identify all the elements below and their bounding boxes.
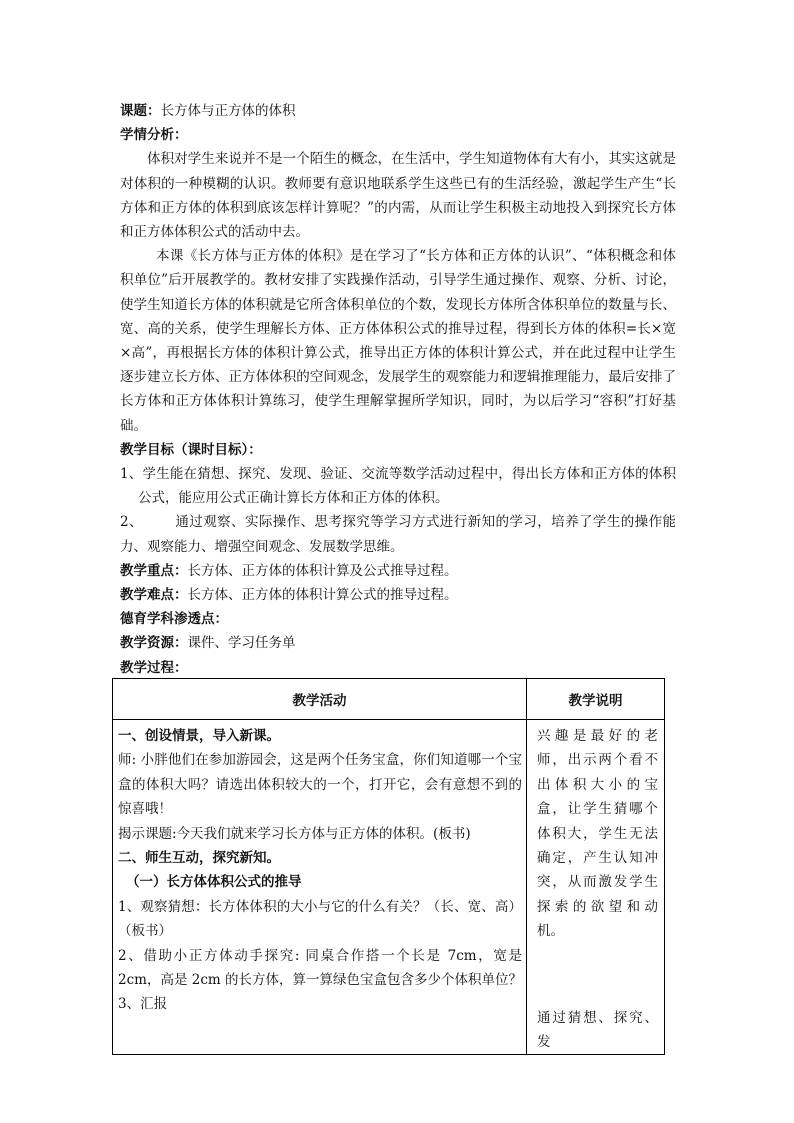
key-point xyxy=(120,559,676,583)
analysis-heading: 学情分析： xyxy=(120,127,188,144)
analysis-paragraph-2: 本课《长方体与正方体的体积》是在学习了“长方体和正方体的认识”、“体积概念和体积单位”后开展教学的。教材安排了实践操作活动，引导学生通过操作、观察、分析、讨论，使学生知道长方体的体积就是它所含体积单位的个数，发现长方体所含体积单位的数量与长、宽、高的关系，使学生理解长方体、正方体体积公式的推导过程，得到长方体的体积=长×宽×高”，再根据长方体的体积计算公式，推导出正方体的体积计算公式，并在此过程中让学生逐步建立长方体、正方体体积的空间观念，发展学生的观察能力和逻辑推理能力，最后安排了长方体和正方体体积计算练习，使学生理解掌握所学知识，同时，为以后学习“容积”打好基础。 xyxy=(120,248,676,434)
section-2-text-2: 2、借助小正方体动手探究: 同桌合作搭一个长是 7cm，宽是 2cm，高是 2cm 的长方体，算一算绿色宝盒包含多少个体积单位？ xyxy=(118,947,522,989)
goal-2 xyxy=(120,510,676,558)
note-1: 兴趣是最好的老师，出示两个看不出体积大小的宝盒，让学生猜哪个体积大，学生无法确定，产生认知冲突，从而激发学生探索的欲望和动机。 xyxy=(537,728,658,940)
goal-2-number: 2、 xyxy=(120,514,143,531)
section-2-subheading: （一）长方体体积公式的推导 xyxy=(126,874,302,891)
process-table xyxy=(112,678,665,1055)
lesson-plan xyxy=(120,99,676,680)
difficulty-value: 长方体、正方体的体积计算公式的推导过程。 xyxy=(187,587,458,604)
analysis-paragraph-1: 体积对学生来说并不是一个陌生的概念，在生活中，学生知道物体有大有小，其实这就是对体积的一种模糊的认识。教师要有意识地联系学生这些已有的生活经验，激起学生产生“长方体和正方体的体积到底该怎样计算呢？”的内需，从而让学生积极主动地投入到探究长方体和正方体体积公式的活动中去。 xyxy=(120,151,676,241)
section-2-text-3: 3、汇报 xyxy=(118,996,168,1013)
goal-2-text: 通过观察、实际操作、思考探究等学习方式进行新知的学习，培养了学生的操作能力、观察能力、增强空间观念、发展数学思维。 xyxy=(120,514,677,555)
key-point-label: 教学重点： xyxy=(120,562,188,579)
resources-value: 课件、学习任务单 xyxy=(187,635,296,652)
key-point-value: 长方体、正方体的体积计算及公式推导过程。 xyxy=(187,562,458,579)
goal-1: 1、学生能在猜想、探究、发现、验证、交流等数学活动过程中，得出长方体和正方体的体积公式，能应用公式正确计算长方体和正方体的体积。 xyxy=(120,466,676,507)
activity-cell xyxy=(113,720,527,1055)
section-2-text-1: 1、观察猜想：长方体体积的大小与它的什么有关？（长、宽、高）（板书） xyxy=(118,898,522,940)
goals-heading: 教学目标（课时目标）： xyxy=(120,441,262,458)
difficulty xyxy=(120,583,676,607)
section-2-heading: 二、师生互动，探究新知。 xyxy=(118,850,280,867)
col-note-header: 教学说明 xyxy=(527,679,665,720)
section-1-text-1: 师: 小胖他们在参加游园会，这是两个任务宝盒，你们知道哪一个宝盒的体积大吗？请选出体积较大的一个，打开它，会有意想不到的惊喜哦！ xyxy=(118,752,522,818)
difficulty-label: 教学难点： xyxy=(120,587,188,604)
section-1-heading: 一、创设情景，导入新课。 xyxy=(118,728,280,744)
resources xyxy=(120,631,676,655)
lesson-title-label: 课题： xyxy=(120,103,161,119)
process-label: 教学过程： xyxy=(120,659,188,676)
section-1-text-2: 揭示课题:今天我们就来学习长方体与正方体的体积。(板书) xyxy=(118,825,471,842)
note-cell xyxy=(527,720,665,1055)
lesson-title-value: 长方体与正方体的体积 xyxy=(160,103,296,119)
note-2: 通过猜想、探究、发 xyxy=(537,1009,658,1051)
resources-label: 教学资源： xyxy=(120,635,188,652)
table-row xyxy=(113,720,665,1055)
table-header-row xyxy=(113,679,665,720)
lesson-title xyxy=(120,99,676,123)
col-activity-header: 教学活动 xyxy=(113,679,527,720)
moral-label: 德育学科渗透点： xyxy=(120,611,228,628)
